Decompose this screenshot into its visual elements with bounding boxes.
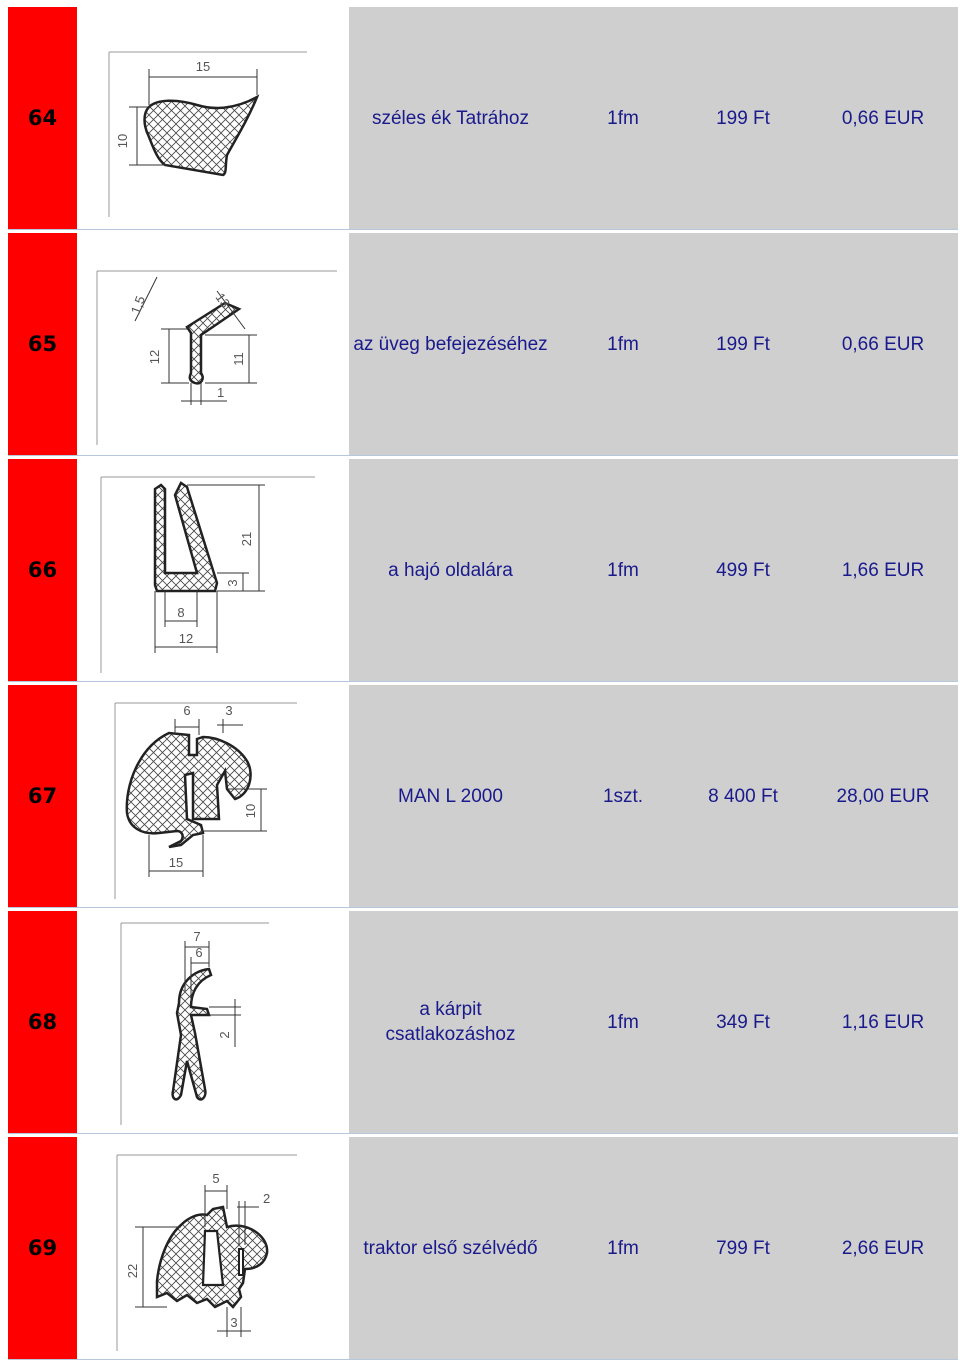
dimension-label: 7	[193, 929, 201, 944]
dimension-label: 6	[183, 703, 191, 718]
table-row	[8, 685, 958, 908]
item-number: 67	[8, 685, 77, 907]
item-price-eur: 28,00 EUR	[836, 785, 930, 807]
dimension-label: 3	[230, 1315, 238, 1330]
item-price-huf: 199 Ft	[716, 333, 770, 355]
item-description: széles ék Tatrához	[371, 107, 529, 129]
item-price-huf: 349 Ft	[716, 1011, 770, 1033]
dimension-label: 21	[239, 531, 254, 547]
table-row	[8, 233, 958, 456]
dimension-label: 6	[195, 945, 203, 960]
profile-drawing	[77, 7, 349, 229]
item-description: a kárpit csatlakozáshoz	[385, 999, 516, 1045]
dimension-label: 12	[178, 631, 194, 646]
item-price-huf: 799 Ft	[716, 1237, 770, 1259]
item-price-eur: 1,66 EUR	[841, 559, 925, 581]
profile-drawing	[77, 233, 349, 455]
profile-drawing	[77, 1137, 349, 1359]
table-row	[8, 911, 958, 1134]
dimension-label: 10	[115, 133, 130, 149]
item-number: 64	[8, 7, 77, 229]
dimension-label: 11	[231, 352, 246, 366]
table-row	[8, 7, 958, 230]
profile-drawing	[77, 459, 349, 681]
item-unit: 1fm	[607, 333, 639, 355]
item-description: a hajó oldalára	[388, 559, 513, 581]
dimension-label: 12	[147, 349, 162, 365]
item-unit: 1fm	[607, 559, 639, 581]
table-row	[8, 1137, 958, 1360]
dimension-label: 2	[217, 1031, 232, 1039]
item-description: traktor első szélvédő	[363, 1237, 538, 1259]
item-description: MAN L 2000	[398, 785, 503, 807]
dimension-label: 8	[177, 605, 185, 620]
dimension-label: 3	[225, 703, 233, 718]
dimension-label: 3	[225, 579, 240, 587]
dimension-label: 1,5	[127, 293, 149, 317]
item-price-eur: 1,16 EUR	[841, 1011, 925, 1033]
item-unit: 1fm	[607, 107, 639, 129]
item-price-huf: 8 400 Ft	[708, 785, 778, 807]
dimension-label: 13	[212, 290, 234, 311]
price-table	[8, 7, 958, 1363]
item-unit: 1fm	[607, 1011, 639, 1033]
item-number: 69	[8, 1137, 77, 1359]
item-unit: 1fm	[607, 1237, 639, 1259]
dimension-label: 15	[195, 59, 211, 74]
item-description: az üveg befejezéséhez	[353, 333, 548, 355]
dimension-label: 2	[263, 1191, 271, 1206]
dimension-label: 1	[217, 385, 225, 400]
dimension-label: 22	[125, 1263, 140, 1279]
item-unit: 1szt.	[602, 785, 644, 807]
item-number: 66	[8, 459, 77, 681]
profile-drawing	[77, 685, 349, 907]
item-price-huf: 199 Ft	[716, 107, 770, 129]
item-price-eur: 0,66 EUR	[841, 333, 925, 355]
item-price-eur: 0,66 EUR	[841, 107, 925, 129]
item-price-huf: 499 Ft	[716, 559, 770, 581]
table-row	[8, 459, 958, 682]
dimension-label: 15	[168, 855, 184, 870]
dimension-label: 5	[212, 1171, 220, 1186]
item-number: 68	[8, 911, 77, 1133]
dimension-label: 10	[243, 803, 258, 819]
item-price-eur: 2,66 EUR	[841, 1237, 925, 1259]
item-number: 65	[8, 233, 77, 455]
profile-drawing	[77, 911, 349, 1133]
